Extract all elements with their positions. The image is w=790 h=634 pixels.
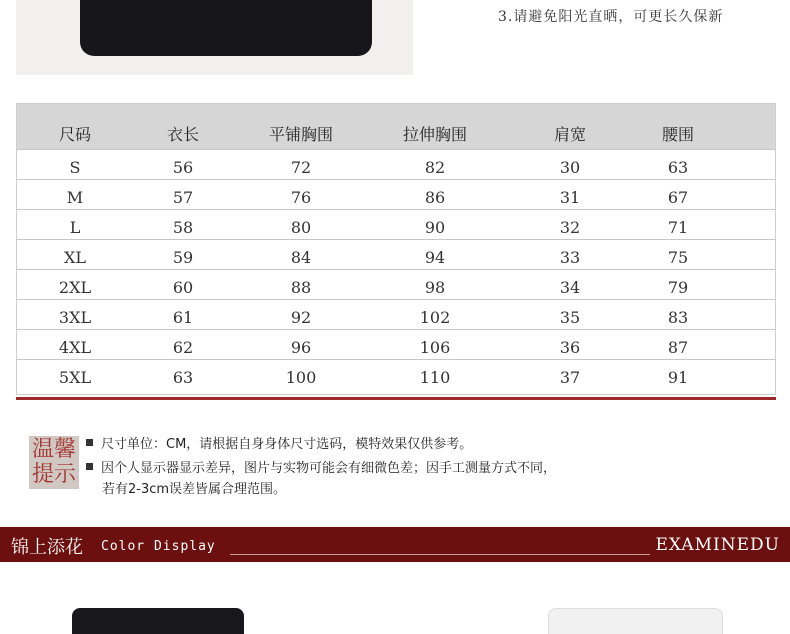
table-row xyxy=(17,239,775,270)
cell-waist: 71 xyxy=(667,218,689,237)
cell-length: 57 xyxy=(172,188,194,207)
cell-length: 59 xyxy=(172,248,194,267)
cell-flat-chest: 72 xyxy=(290,158,312,177)
cell-waist: 79 xyxy=(667,278,689,297)
cell-stretch-chest: 102 xyxy=(419,308,451,327)
cell-size: 5XL xyxy=(58,368,92,387)
cell-size: L xyxy=(69,218,81,237)
cell-size: M xyxy=(66,188,84,207)
table-row xyxy=(17,329,775,360)
size-table xyxy=(16,103,776,395)
header-length: 衣长 xyxy=(166,125,200,144)
cell-length: 62 xyxy=(172,338,194,357)
header-size: 尺码 xyxy=(58,125,92,144)
cell-waist: 83 xyxy=(667,308,689,327)
cell-waist: 87 xyxy=(667,338,689,357)
tips-badge-line1: 温馨 xyxy=(31,437,76,462)
section-divider-line xyxy=(230,554,650,555)
cell-shoulder: 34 xyxy=(559,278,581,297)
cell-shoulder: 33 xyxy=(559,248,581,267)
tip-item-2 xyxy=(86,457,556,476)
tips-badge xyxy=(29,436,79,489)
cell-waist: 91 xyxy=(667,368,689,387)
cell-size: S xyxy=(69,158,81,177)
tip-text-1: 尺寸单位：CM，请根据自身身体尺寸选码，模特效果仅供参考。 xyxy=(101,437,473,452)
black-shirt-image xyxy=(80,0,372,56)
table-row xyxy=(17,299,775,330)
tip-text-2-cont: 若有2-3cm误差皆属合理范围。 xyxy=(102,482,287,497)
cell-waist: 63 xyxy=(667,158,689,177)
black-shirt-preview xyxy=(72,608,244,634)
cell-size: 3XL xyxy=(58,308,92,327)
cell-shoulder: 31 xyxy=(559,188,581,207)
table-row xyxy=(17,209,775,240)
cell-length: 56 xyxy=(172,158,194,177)
cell-shoulder: 30 xyxy=(559,158,581,177)
cell-length: 60 xyxy=(172,278,194,297)
tip-text-2: 因个人显示器显示差异，图片与实物可能会有细微色差；因手工测量方式不同， xyxy=(101,461,557,476)
cell-stretch-chest: 98 xyxy=(424,278,446,297)
cell-stretch-chest: 86 xyxy=(424,188,446,207)
table-row xyxy=(17,359,775,390)
bullet-icon xyxy=(86,439,93,446)
cell-waist: 75 xyxy=(667,248,689,267)
brand-name: EXAMINEDU xyxy=(655,535,780,555)
cell-stretch-chest: 110 xyxy=(419,368,451,387)
cell-flat-chest: 96 xyxy=(290,338,312,357)
cell-flat-chest: 92 xyxy=(290,308,312,327)
table-row xyxy=(17,179,775,210)
care-note: 3.请避免阳光直晒，可更长久保新 xyxy=(498,9,724,25)
tip-item-1 xyxy=(86,433,472,452)
color-display-section-header xyxy=(0,527,790,562)
cell-size: XL xyxy=(63,248,87,267)
cell-flat-chest: 84 xyxy=(290,248,312,267)
header-stretch-chest: 拉伸胸围 xyxy=(402,125,468,144)
cell-size: 4XL xyxy=(58,338,92,357)
cell-flat-chest: 100 xyxy=(285,368,317,387)
bullet-icon xyxy=(86,463,93,470)
header-flat-chest: 平铺胸围 xyxy=(268,125,334,144)
cell-stretch-chest: 94 xyxy=(424,248,446,267)
cell-shoulder: 37 xyxy=(559,368,581,387)
cell-stretch-chest: 106 xyxy=(419,338,451,357)
table-divider xyxy=(16,397,776,400)
cell-waist: 67 xyxy=(667,188,689,207)
section-title: 锦上添花 xyxy=(11,537,83,558)
cell-shoulder: 35 xyxy=(559,308,581,327)
tips-badge-line2: 提示 xyxy=(31,462,76,487)
cell-shoulder: 36 xyxy=(559,338,581,357)
cell-length: 63 xyxy=(172,368,194,387)
section-subtitle: Color Display xyxy=(101,539,216,554)
cell-length: 58 xyxy=(172,218,194,237)
header-waist: 腰围 xyxy=(661,125,695,144)
table-row xyxy=(17,149,775,180)
white-shirt-preview xyxy=(548,608,723,634)
cell-stretch-chest: 82 xyxy=(424,158,446,177)
product-photo-top xyxy=(16,0,413,75)
cell-flat-chest: 80 xyxy=(290,218,312,237)
cell-stretch-chest: 90 xyxy=(424,218,446,237)
cell-shoulder: 32 xyxy=(559,218,581,237)
size-table-header xyxy=(17,104,775,149)
header-shoulder: 肩宽 xyxy=(553,125,587,144)
cell-flat-chest: 88 xyxy=(290,278,312,297)
cell-flat-chest: 76 xyxy=(290,188,312,207)
table-row xyxy=(17,269,775,300)
cell-length: 61 xyxy=(172,308,194,327)
cell-size: 2XL xyxy=(58,278,92,297)
